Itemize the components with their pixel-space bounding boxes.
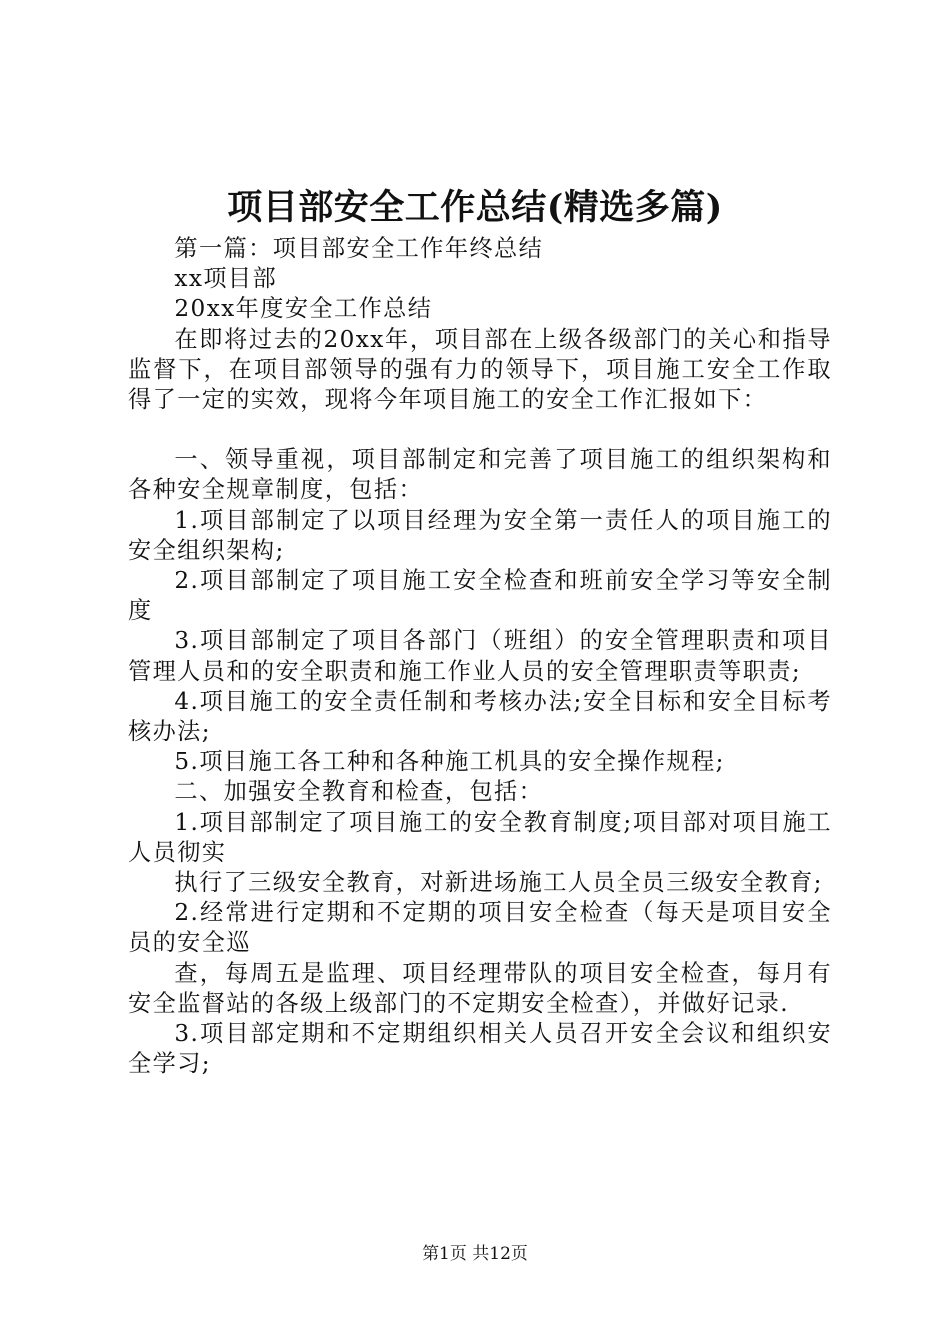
paragraph-report-title: 20xx年度安全工作总结 (174, 295, 433, 323)
paragraph-item: 执行了三级安全教育，对新进场施工人员全员三级安全教育; (174, 869, 823, 897)
paragraph-item: 查，每周五是监理、项目经理带队的项目安全检查，每月有安全监督站的各级上级部门的不定期安全检查），并做好记录. (128, 959, 832, 1017)
page-number-footer: 第1页 共12页 (422, 1244, 528, 1264)
document-body (128, 234, 832, 1079)
paragraph-section-two: 二、加强安全教育和检查，包括： (174, 778, 544, 806)
paragraph-item: 1.项目部制定了以项目经理为安全第一责任人的项目施工的安全组织架构; (128, 506, 832, 564)
paragraph-item: 3.项目部定期和不定期组织相关人员召开安全会议和组织安全学习; (128, 1020, 832, 1078)
paragraph-item: 2.经常进行定期和不定期的项目安全检查（每天是项目安全员的安全巡 (128, 899, 832, 957)
paragraph-intro: 在即将过去的20xx年，项目部在上级各级部门的关心和指导监督下，在项目部领导的强有力的领导下，项目施工安全工作取得了一定的实效，现将今年项目施工的安全工作汇报如下： (128, 325, 832, 414)
paragraph-item: 4.项目施工的安全责任制和考核办法;安全目标和安全目标考核办法; (128, 687, 832, 746)
paragraph-section-one: 一、领导重视，项目部制定和完善了项目施工的组织架构和各种安全规章制度，包括： (128, 446, 832, 504)
paragraph-item: 5.项目施工各工种和各种施工机具的安全操作规程; (174, 748, 725, 776)
paragraph-item: 2.项目部制定了项目施工安全检查和班前安全学习等安全制度 (128, 567, 832, 625)
paragraph-item: 1.项目部制定了项目施工的安全教育制度;项目部对项目施工人员彻实 (128, 808, 832, 866)
document-title: 项目部安全工作总结(精选多篇) (227, 187, 723, 228)
paragraph-item: 3.项目部制定了项目各部门（班组）的安全管理职责和项目管理人员和的安全职责和施工作业人员的安全管理职责等职责; (128, 627, 832, 685)
paragraph-department: xx项目部 (174, 265, 278, 293)
paragraph-chapter-heading: 第一篇：项目部安全工作年终总结 (174, 235, 544, 262)
